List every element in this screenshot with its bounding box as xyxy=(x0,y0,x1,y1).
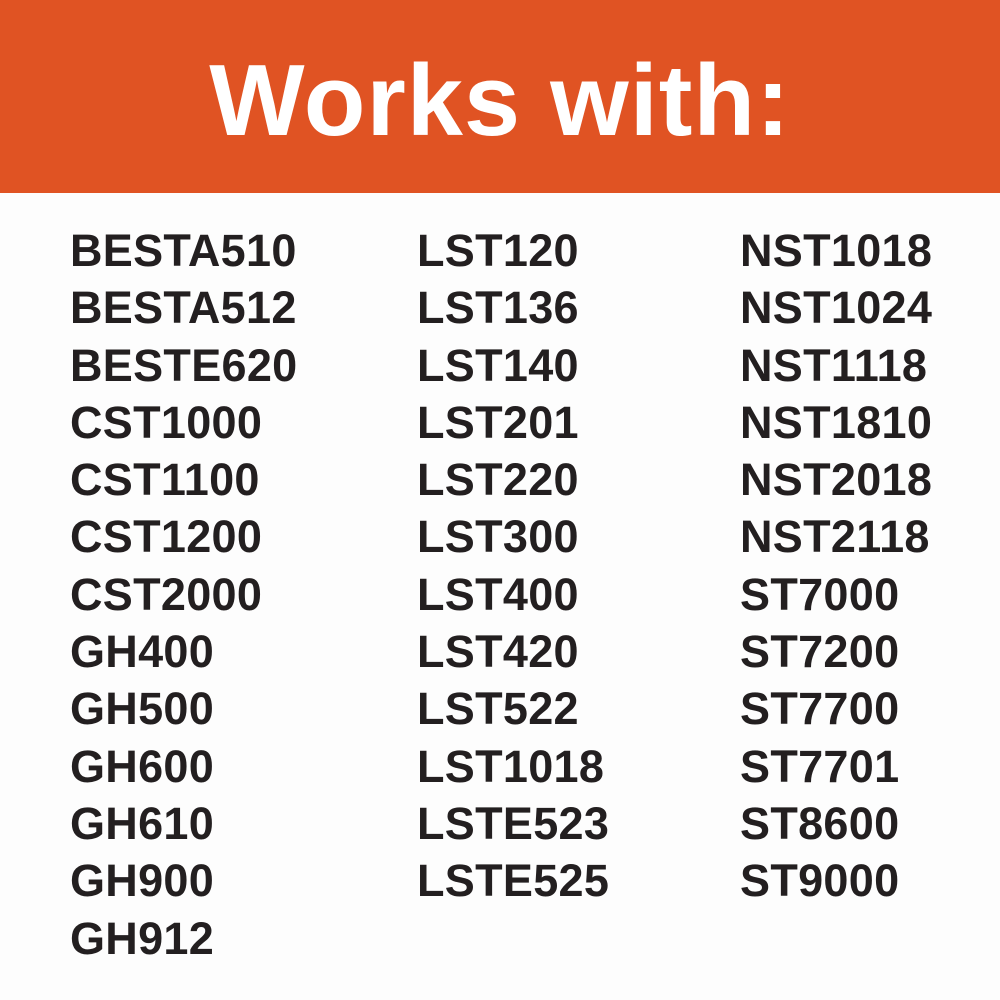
model-number: LST120 xyxy=(417,225,579,276)
model-number: LST400 xyxy=(417,568,579,620)
model-number: GH610 xyxy=(70,797,215,849)
model-number: ST9000 xyxy=(740,855,900,907)
model-number: NST1118 xyxy=(740,339,928,391)
model-number: GH600 xyxy=(70,740,215,792)
model-number: LST1018 xyxy=(417,740,605,792)
header-banner xyxy=(0,0,1000,193)
model-number: NST1024 xyxy=(740,282,933,334)
model-number: LST220 xyxy=(417,454,579,506)
model-number: GH900 xyxy=(70,855,215,907)
model-number: BESTE620 xyxy=(70,339,298,391)
model-number: GH500 xyxy=(70,683,215,735)
model-number: NST2018 xyxy=(740,454,933,506)
model-number: BESTA512 xyxy=(70,282,297,334)
model-number: ST7700 xyxy=(740,683,900,735)
model-number: ST7000 xyxy=(740,568,900,620)
model-list xyxy=(0,193,1000,1000)
model-number: LST201 xyxy=(417,396,579,448)
model-number: LST140 xyxy=(417,339,579,391)
model-number: ST7701 xyxy=(740,740,900,792)
model-number: NST1018 xyxy=(740,225,933,276)
model-number: BESTA510 xyxy=(70,225,297,276)
model-number: ST8600 xyxy=(740,797,900,849)
model-column-3 xyxy=(740,222,932,910)
model-number: LSTE525 xyxy=(417,855,610,907)
model-number: CST1200 xyxy=(70,511,263,563)
model-number: LST300 xyxy=(417,511,579,563)
model-number: CST1100 xyxy=(70,454,260,506)
model-column-1 xyxy=(70,222,417,967)
model-number: NST1810 xyxy=(740,396,933,448)
model-number: LSTE523 xyxy=(417,797,610,849)
model-number: CST2000 xyxy=(70,568,263,620)
model-number: ST7200 xyxy=(740,626,900,678)
model-number: CST1000 xyxy=(70,396,263,448)
model-column-2 xyxy=(417,222,740,910)
model-number: GH912 xyxy=(70,912,215,964)
model-number: LST136 xyxy=(417,282,579,334)
model-number: LST522 xyxy=(417,683,579,735)
model-number: LST420 xyxy=(417,626,579,678)
model-number: NST2118 xyxy=(740,511,930,563)
model-number: GH400 xyxy=(70,626,215,678)
page-title: Works with: xyxy=(209,45,791,157)
